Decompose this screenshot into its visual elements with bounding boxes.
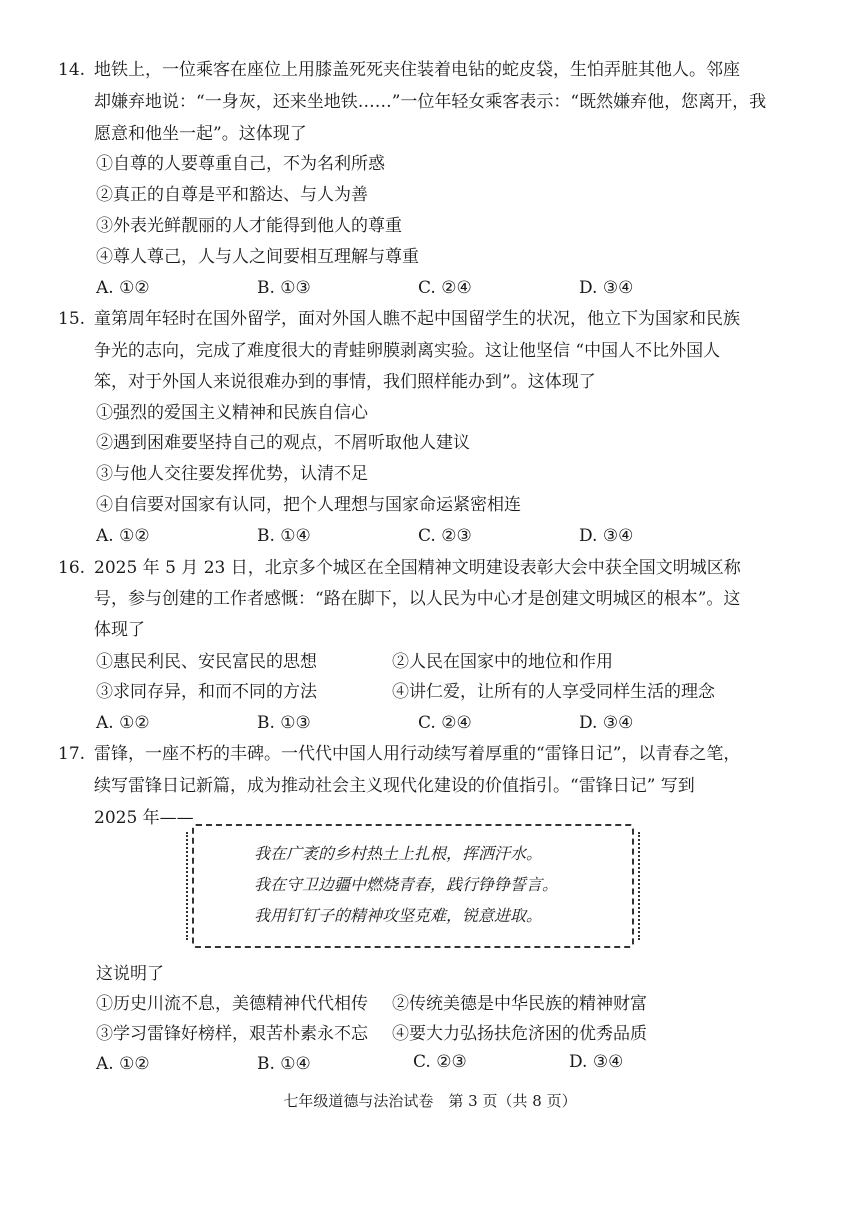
question-17-choice-b: B. ①④	[257, 1054, 311, 1074]
question-16-line-2: 号，参与创建的工作者感慨：“路在脚下，以人民为中心才是创建文明城区的根本”。这	[94, 589, 741, 609]
question-15-option-1: ①强烈的爱国主义精神和民族自信心	[96, 403, 368, 423]
question-15-line-2: 争光的志向，完成了难度很大的青蛙卵膜剥离实验。这让他坚信 “中国人不比外国人	[94, 341, 721, 361]
question-15-option-4: ④自信要对国家有认同，把个人理想与国家命运紧密相连	[96, 495, 521, 515]
question-17-lead: 这说明了	[96, 964, 164, 984]
question-17-option-3: ③学习雷锋好榜样，艰苦朴素永不忘	[96, 1024, 368, 1044]
question-17-option-2: ②传统美德是中华民族的精神财富	[392, 994, 647, 1014]
question-15-choice-a: A. ①②	[96, 526, 150, 546]
question-14-option-3: ③外表光鲜靓丽的人才能得到他人的尊重	[96, 216, 402, 236]
question-16-line-1: 2025 年 5 月 23 日，北京多个城区在全国精神文明建设表彰大会中获全国文明城区称	[94, 558, 741, 578]
question-14-choice-a: A. ①②	[96, 278, 150, 298]
question-16-line-3: 体现了	[94, 620, 145, 640]
question-14-line-1: 地铁上，一位乘客在座位上用膝盖死死夹住装着电钻的蛇皮袋，生怕弄脏其他人。邻座	[94, 60, 740, 80]
question-17-line-1: 雷锋，一座不朽的丰碑。一代代中国人用行动续写着厚重的“雷锋日记”，以青春之笔，	[94, 744, 741, 764]
question-17-number: 17.	[58, 744, 86, 764]
question-16-option-3: ③求同存异，和而不同的方法	[96, 682, 317, 702]
question-14-line-2: 却嫌弃地说：“一身灰，还来坐地铁……”一位年轻女乘客表示：“既然嫌弃他，您离开，我	[94, 92, 767, 112]
question-16-choice-c: C. ②④	[418, 713, 472, 733]
diary-line-3: 我用钉钉子的精神攻坚克难，锐意进取。	[254, 906, 543, 925]
question-14-option-4: ④尊人尊己，人与人之间要相互理解与尊重	[96, 247, 419, 267]
question-17-option-4: ④要大力弘扬扶危济困的优秀品质	[392, 1024, 647, 1044]
question-15-choice-c: C. ②③	[418, 526, 472, 546]
question-16-choice-a: A. ①②	[96, 713, 150, 733]
question-16-number: 16.	[58, 558, 86, 578]
question-16-option-2: ②人民在国家中的地位和作用	[392, 652, 613, 672]
question-17-option-1: ①历史川流不息，美德精神代代相传	[96, 994, 368, 1014]
question-16-option-1: ①惠民利民、安民富民的思想	[96, 652, 317, 672]
question-17-line-3: 2025 年——	[94, 808, 194, 828]
question-16-choice-b: B. ①③	[257, 713, 311, 733]
question-15-option-2: ②遇到困难要坚持自己的观点，不屑听取他人建议	[96, 433, 470, 453]
question-15-line-1: 童第周年轻时在国外留学，面对外国人瞧不起中国留学生的状况，他立下为国家和民族	[94, 309, 740, 329]
question-15-option-3: ③与他人交往要发挥优势，认清不足	[96, 464, 368, 484]
page-footer: 七年级道德与法治试卷 第 3 页（共 8 页）	[283, 1092, 577, 1110]
question-17-line-2: 续写雷锋日记新篇，成为推动社会主义现代化建设的价值指引。“雷锋日记” 写到	[94, 776, 695, 796]
question-14-option-2: ②真正的自尊是平和豁达、与人为善	[96, 185, 368, 205]
diary-line-2: 我在守卫边疆中燃烧青春，践行铮铮誓言。	[254, 875, 559, 894]
question-15-number: 15.	[58, 309, 86, 329]
question-16-option-4: ④讲仁爱，让所有的人享受同样生活的理念	[392, 682, 715, 702]
question-15-line-3: 笨，对于外国人来说很难办到的事情，我们照样能办到”。这体现了	[94, 372, 596, 392]
question-14-line-3: 愿意和他坐一起”。这体现了	[94, 124, 307, 144]
diary-line-1: 我在广袤的乡村热土上扎根，挥洒汗水。	[254, 844, 543, 863]
question-16-choice-d: D. ③④	[579, 713, 634, 733]
question-17-choice-d: D. ③④	[569, 1052, 624, 1072]
question-15-choice-b: B. ①④	[257, 526, 311, 546]
question-14-option-1: ①自尊的人要尊重自己，不为名利所惑	[96, 154, 385, 174]
question-17-choice-a: A. ①②	[96, 1054, 150, 1074]
question-17-choice-c: C. ②③	[413, 1052, 467, 1072]
question-14-choice-b: B. ①③	[257, 278, 311, 298]
question-15-choice-d: D. ③④	[579, 526, 634, 546]
diary-quote-box	[192, 824, 634, 948]
question-14-choice-c: C. ②④	[418, 278, 472, 298]
question-14-number: 14.	[58, 60, 86, 80]
question-14-choice-d: D. ③④	[579, 278, 634, 298]
